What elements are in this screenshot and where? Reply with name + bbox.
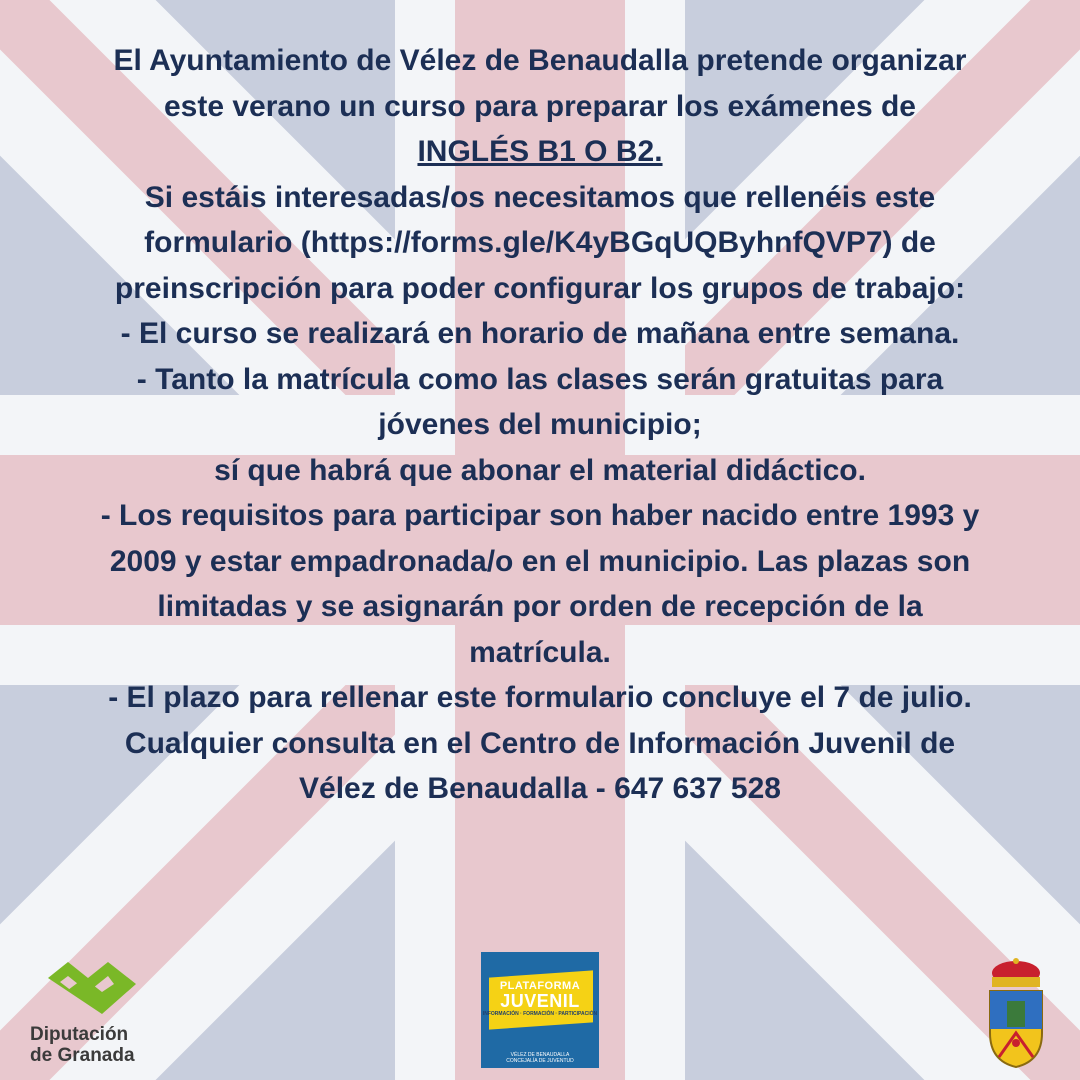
text-line: - Tanto la matrícula como las clases serán gratuitas para <box>136 362 944 396</box>
text-line: El Ayuntamiento de Vélez de Benaudalla pretende organizar <box>113 44 967 77</box>
plataforma-subtitle: JUVENIL <box>500 991 580 1011</box>
text-line: Si estáis interesadas/os necesitamos que rellenéis este <box>144 180 936 214</box>
course-title: INGLÉS B1 O B2. <box>417 135 663 168</box>
text-line: este verano un curso para preparar los exámenes de <box>163 89 916 123</box>
text-line: - El plazo para rellenar este formulario concluye el 7 de julio. <box>108 681 972 714</box>
diputacion-name-line1: Diputación <box>30 1024 129 1045</box>
text-line: 2009 y estar empadronada/o en el municipio. Las plazas son <box>109 544 971 578</box>
diputacion-name-line2: de Granada <box>30 1045 135 1066</box>
announcement-text <box>0 38 1080 812</box>
text-line: sí que habrá que abonar el material didáctico. <box>214 453 866 487</box>
text-line: limitadas y se asignarán por orden de recepción de la <box>157 590 923 623</box>
plataforma-footer-dept: CONCEJALÍA DE JUVENTUD <box>506 1058 574 1064</box>
text-line: jóvenes del municipio; <box>378 408 702 441</box>
coat-of-arms-icon <box>985 957 1047 1069</box>
text-line: - El curso se realizará en horario de mañana entre semana. <box>120 317 960 350</box>
plataforma-juvenil-logo <box>481 952 599 1068</box>
text-line: Cualquier consulta en el Centro de Información Juvenil de <box>124 726 956 760</box>
contact-line: Vélez de Benaudalla - 647 637 528 <box>299 772 781 805</box>
plataforma-title: PLATAFORMA <box>499 980 581 992</box>
text-line: - Los requisitos para participar son haber nacido entre 1993 y <box>100 499 980 532</box>
form-link-line: formulario (https://forms.gle/K4yBGqUQByhnfQVP7) de <box>144 226 936 259</box>
plataforma-footer-town: VÉLEZ DE BENAUDALLA <box>510 1052 570 1058</box>
plataforma-tagline: INFORMACIÓN · FORMACIÓN · PARTICIPACIÓN <box>482 1011 598 1017</box>
text-line: preinscripción para poder configurar los grupos de trabajo: <box>114 271 966 305</box>
diputacion-emblem-icon <box>42 958 142 1020</box>
text-line: matrícula. <box>469 635 611 669</box>
diputacion-granada-logo <box>30 958 170 1073</box>
